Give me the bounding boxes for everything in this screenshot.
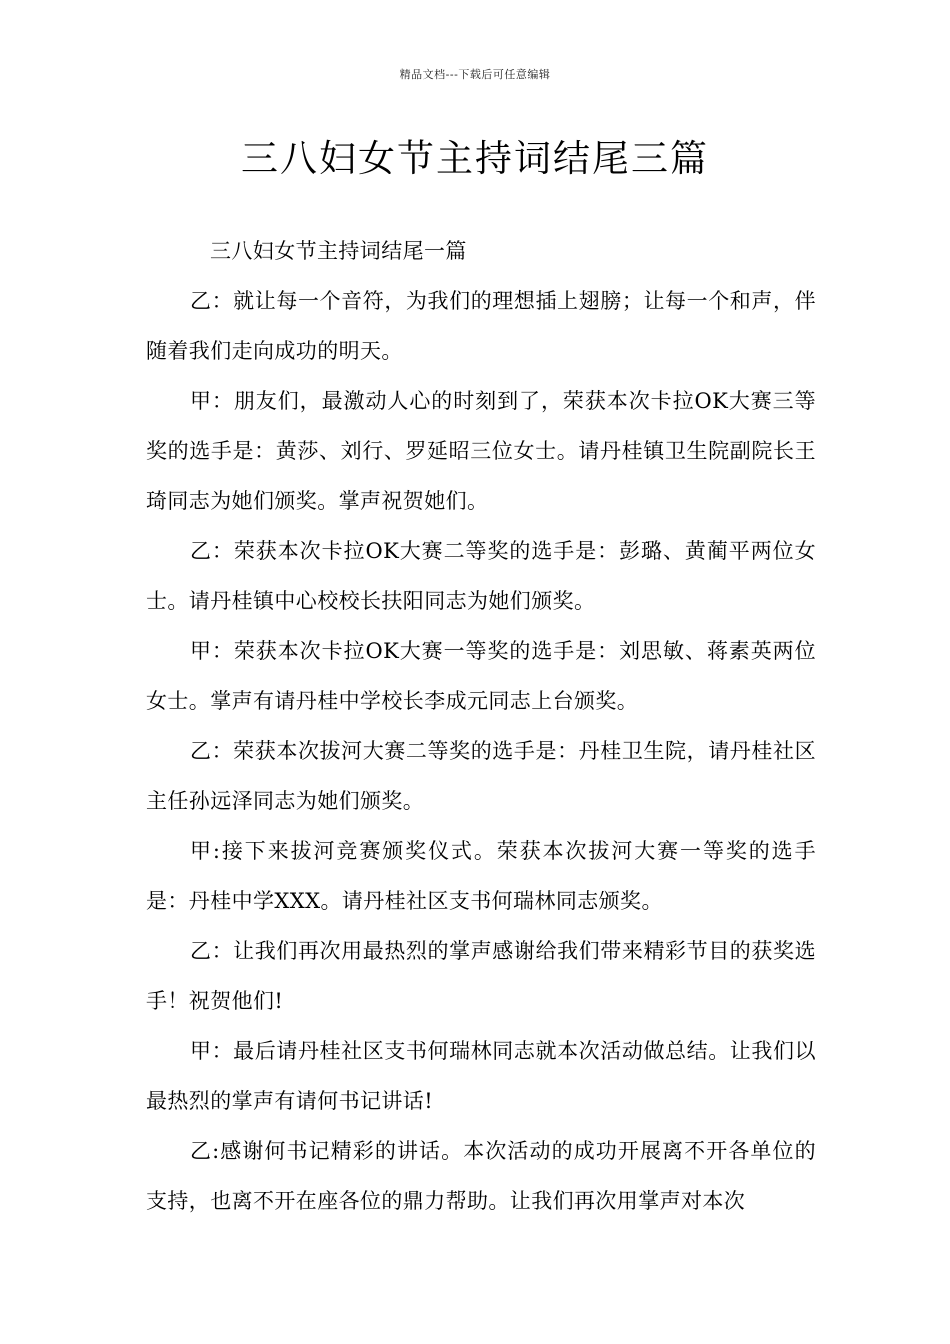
paragraph: 甲：朋友们，最激动人心的时刻到了，荣获本次卡拉OK大赛三等奖的选手是：黄莎、刘行、罗延昭三位女士。请丹桂镇卫生院副院长王琦同志为她们颁奖。掌声祝贺她们。: [146, 389, 816, 513]
paragraph: 乙：荣获本次拔河大赛二等奖的选手是：丹桂卫生院，请丹桂社区主任孙远泽同志为她们颁奖。: [146, 739, 816, 813]
paragraph: 乙：让我们再次用最热烈的掌声感谢给我们带来精彩节目的获奖选手！祝贺他们!: [146, 939, 816, 1013]
paragraph: 甲：最后请丹桂社区支书何瑞林同志就本次活动做总结。让我们以最热烈的掌声有请何书记讲话!: [146, 1039, 816, 1113]
section-heading: 三八妇女节主持词结尾一篇: [210, 239, 467, 263]
paragraph: 乙:感谢何书记精彩的讲话。本次活动的成功开展离不开各单位的支持，也离不开在座各位的鼎力帮助。让我们再次用掌声对本次: [146, 1139, 816, 1213]
paragraph: 乙：荣获本次卡拉OK大赛二等奖的选手是：彭璐、黄蔺平两位女士。请丹桂镇中心校校长扶阳同志为她们颁奖。: [146, 539, 816, 613]
paragraph: 乙：就让每一个音符，为我们的理想插上翅膀；让每一个和声，伴随着我们走向成功的明天。: [146, 289, 816, 363]
document-title: 三八妇女节主持词结尾三篇: [241, 137, 709, 180]
header-note: 精品文档---下载后可任意编辑: [399, 68, 551, 81]
paragraph: 甲:接下来拔河竞赛颁奖仪式。荣获本次拔河大赛一等奖的选手是：丹桂中学XXX。请丹桂社区支书何瑞林同志颁奖。: [146, 839, 816, 913]
document-body: [146, 226, 816, 1226]
paragraph: 甲：荣获本次卡拉OK大赛一等奖的选手是：刘思敏、蒋素英两位女士。掌声有请丹桂中学校长李成元同志上台颁奖。: [146, 639, 816, 713]
